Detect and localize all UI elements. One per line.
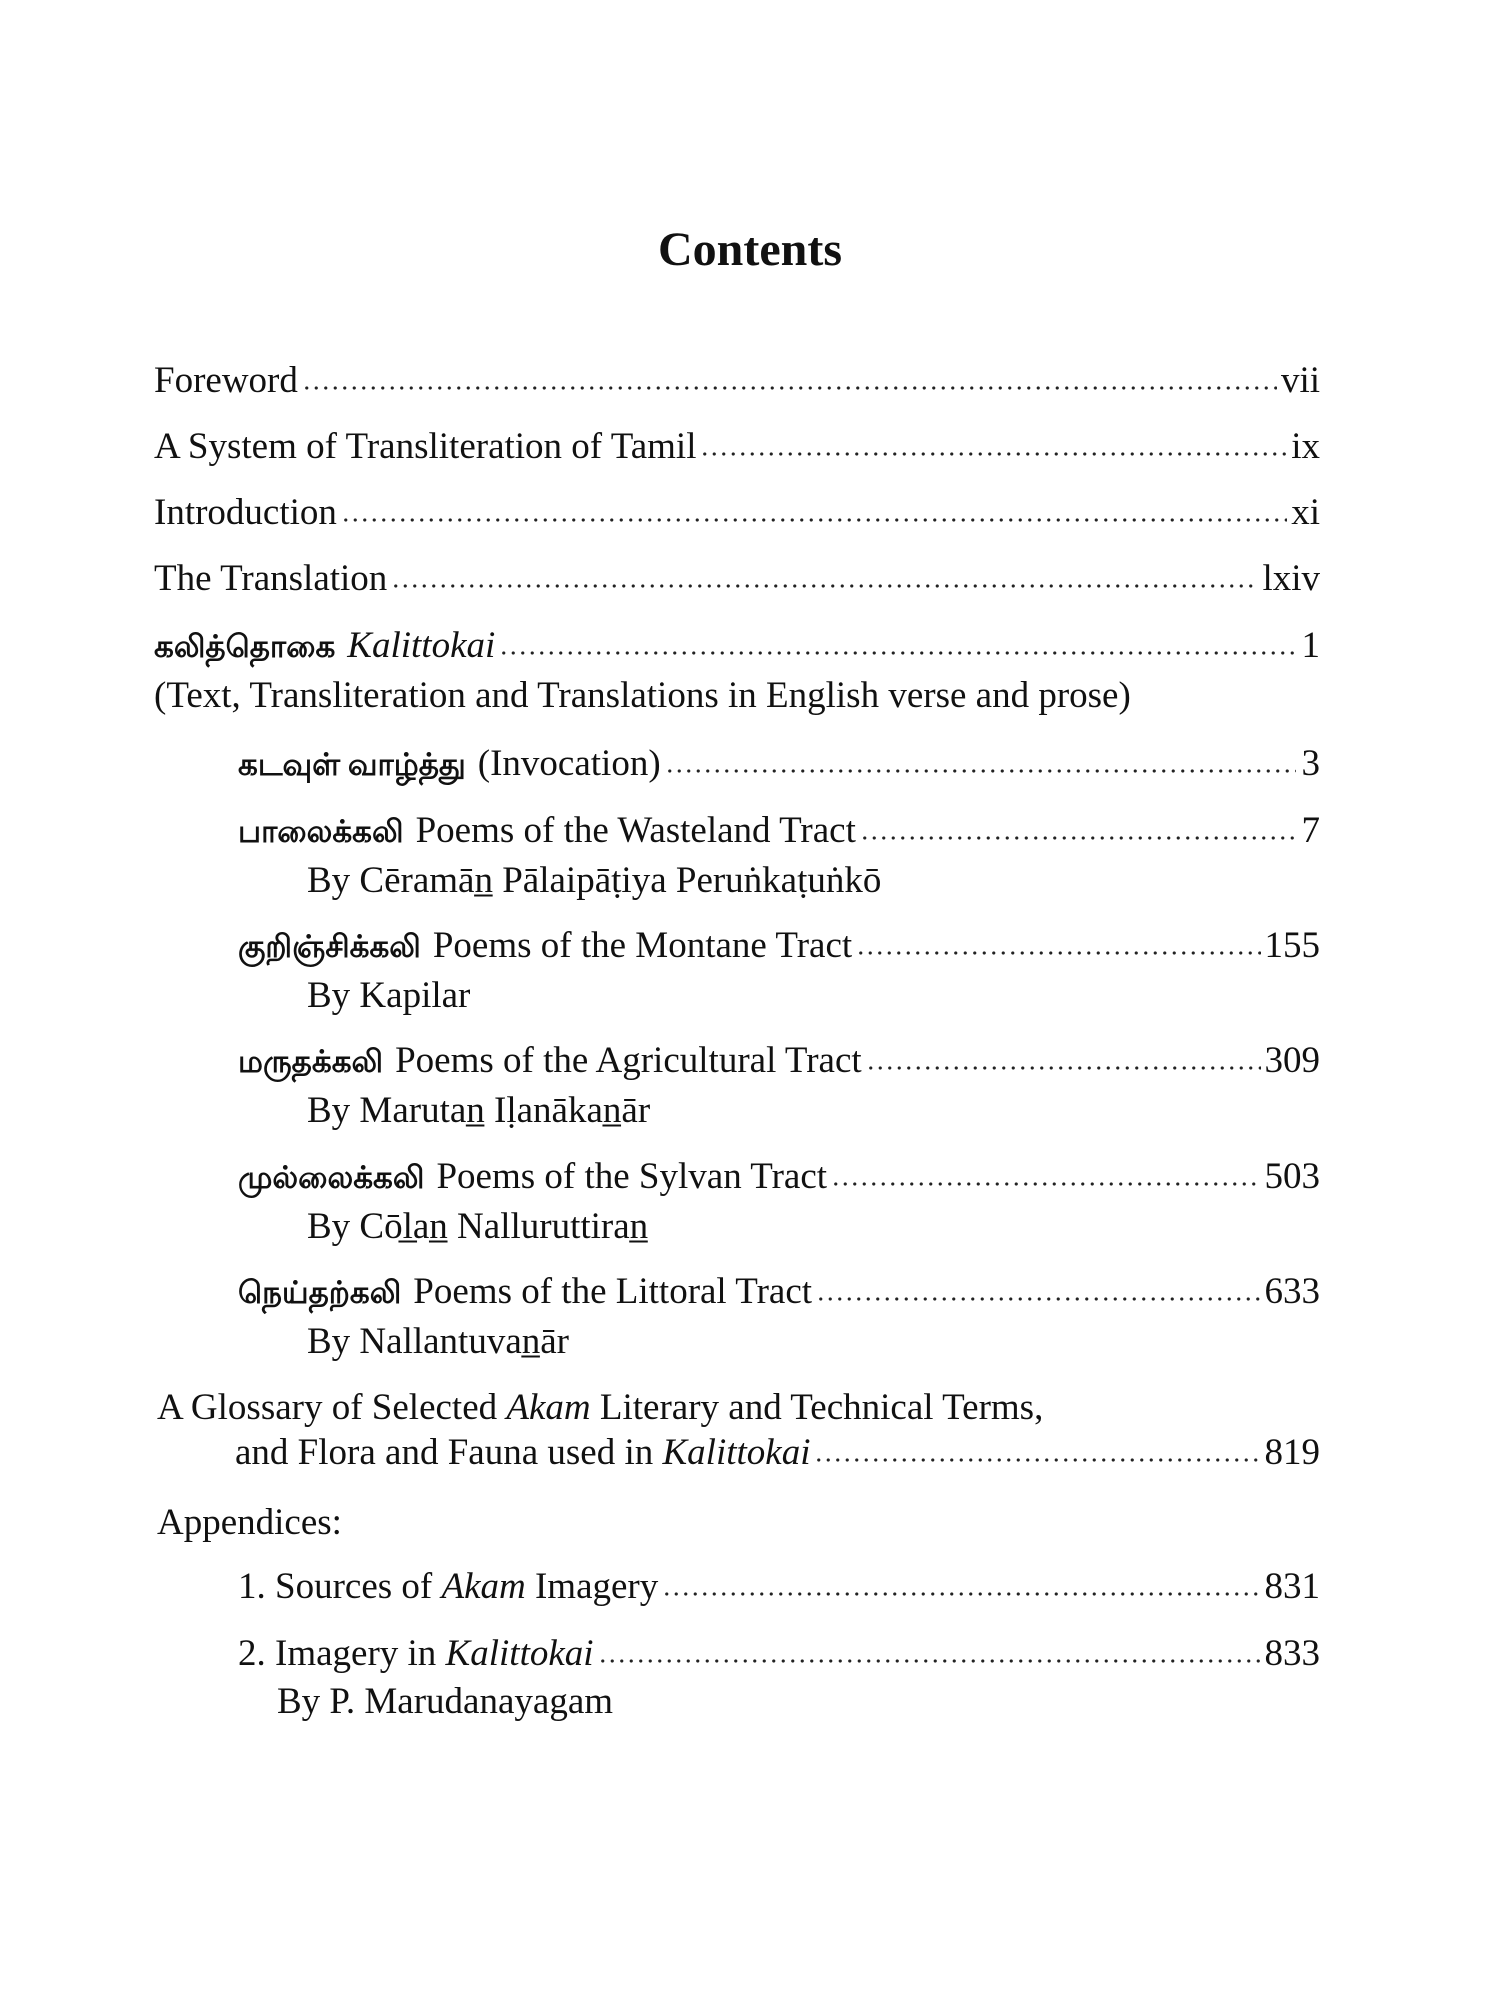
dot-leader (831, 1158, 1260, 1188)
tamil-title: மருதக்கலி (238, 1044, 384, 1079)
dot-leader (856, 927, 1260, 957)
dot-leader (341, 494, 1287, 524)
page-number: 831 (1264, 1566, 1320, 1607)
page-number: 3 (1301, 743, 1320, 784)
dot-leader (700, 428, 1287, 458)
page-number: 309 (1264, 1040, 1320, 1081)
item-number: 1. (238, 1566, 266, 1607)
entry-label: Poems of the Sylvan Tract (436, 1156, 828, 1197)
text: Literary and Technical Terms, (590, 1387, 1044, 1428)
dot-leader (391, 560, 1258, 590)
entry-label: Introduction (154, 492, 337, 533)
tamil-title: கலித்தொகை (154, 629, 336, 664)
item-number: 2. (238, 1633, 266, 1674)
toc-entry-appendix-2[interactable] (238, 1629, 1320, 1679)
toc-entry-kalittokai[interactable] (154, 621, 1320, 672)
toc-entry-kurinci[interactable] (238, 921, 1320, 972)
toc-entry-appendix-1[interactable] (238, 1562, 1320, 1612)
dot-leader (499, 627, 1296, 657)
toc-entry-foreword[interactable] (154, 356, 1320, 406)
toc-entry-transliteration[interactable] (154, 422, 1320, 472)
page-number: ix (1291, 426, 1320, 467)
text-italic: Kalittokai (662, 1432, 811, 1473)
entry-note: (Text, Transliteration and Translations in English verse and prose) (154, 675, 1131, 716)
text-italic: Akam (506, 1387, 591, 1428)
toc-entry-invocation[interactable] (238, 739, 1320, 790)
toc-entry-marutam[interactable] (238, 1036, 1320, 1087)
dot-leader (814, 1434, 1260, 1464)
entry-label: Poems of the Agricultural Tract (395, 1040, 862, 1081)
page-number: xi (1291, 492, 1320, 533)
dot-leader (662, 1568, 1260, 1598)
dot-leader (816, 1273, 1260, 1303)
dot-leader (302, 362, 1277, 392)
dot-leader (866, 1042, 1261, 1072)
dot-leader (860, 812, 1296, 842)
entry-label: Poems of the Wasteland Tract (415, 810, 856, 851)
tamil-title: நெய்தற்கலி (238, 1275, 402, 1310)
dot-leader (598, 1635, 1261, 1665)
tamil-title: முல்லைக்கலி (238, 1160, 425, 1195)
entry-label: The Translation (154, 558, 388, 599)
toc-entry-palai[interactable] (238, 806, 1320, 857)
entry-label: A System of Transliteration of Tamil (154, 426, 697, 467)
entry-label: Poems of the Montane Tract (432, 925, 853, 966)
dot-leader (665, 745, 1296, 775)
text-italic: Kalittokai (445, 1633, 594, 1674)
page-number: lxiv (1262, 558, 1320, 599)
glossary-title-line (157, 1383, 1043, 1433)
entry-label: Foreword (154, 360, 298, 401)
toc-entry-mullai[interactable] (238, 1152, 1320, 1203)
tamil-title: பாலைக்கலி (238, 814, 404, 849)
text: Imagery in (275, 1633, 446, 1674)
entry-label (238, 1629, 594, 1679)
author-line: By Kapilar (307, 975, 471, 1016)
tamil-title: கடவுள் வாழ்த்து (238, 747, 466, 782)
page-number: 819 (1264, 1432, 1320, 1473)
appendices-heading: Appendices: (157, 1502, 342, 1543)
author-line: By Nallantuvan̲ār (307, 1321, 569, 1362)
toc-entry-glossary[interactable] (235, 1428, 1320, 1478)
page-number: 833 (1264, 1633, 1320, 1674)
page-number: 155 (1264, 925, 1320, 966)
toc-entry-introduction[interactable] (154, 488, 1320, 538)
page-number: 503 (1264, 1156, 1320, 1197)
author-line: By Cēramān̲ Pālaipāṭiya Peruṅkaṭuṅkō (307, 860, 882, 901)
page-number: 7 (1301, 810, 1320, 851)
text: Imagery (525, 1566, 659, 1607)
entry-label (235, 1428, 810, 1478)
entry-label: Poems of the Littoral Tract (413, 1271, 813, 1312)
page-title: Contents (657, 223, 842, 276)
entry-label: Kalittokai (347, 625, 496, 666)
author-line: By P. Marudanayagam (277, 1681, 614, 1722)
page-number: 1 (1301, 625, 1320, 666)
toc-entry-neytal[interactable] (238, 1267, 1320, 1318)
tamil-title: குறிஞ்சிக்கலி (238, 929, 421, 964)
author-line: By Cōl̲an̲ Nalluruttiran̲ (307, 1206, 649, 1247)
text-italic: Akam (441, 1566, 526, 1607)
text: A Glossary of Selected (157, 1387, 507, 1428)
entry-label (238, 1562, 658, 1612)
text: Sources of (275, 1566, 442, 1607)
entry-label: (Invocation) (477, 743, 661, 784)
page-number: vii (1280, 360, 1320, 401)
toc-entry-translation[interactable] (154, 554, 1320, 604)
page-number: 633 (1264, 1271, 1320, 1312)
text: and Flora and Fauna used in (235, 1432, 663, 1473)
author-line: By Marutan̲ Iḷanākan̲ār (307, 1090, 651, 1131)
